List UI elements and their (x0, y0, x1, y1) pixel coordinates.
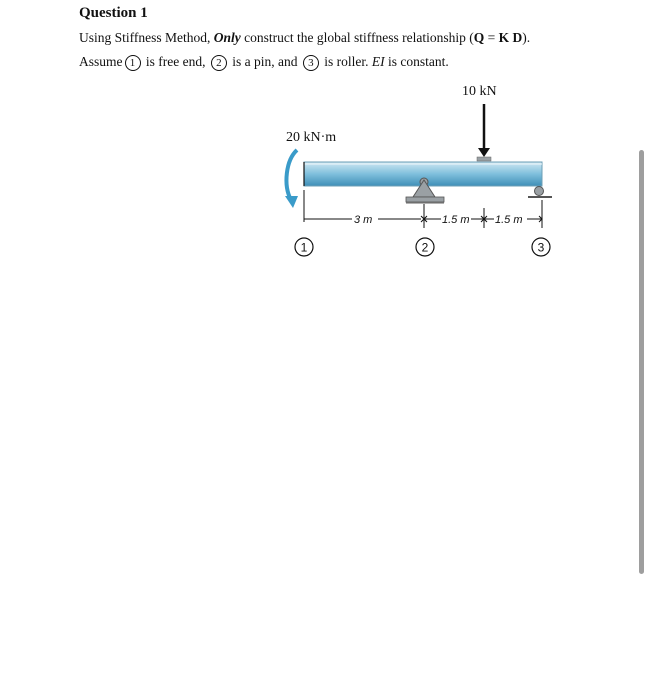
question-title: Question 1 (79, 5, 148, 21)
moment-arrow (285, 150, 298, 208)
symbol-k: K (498, 30, 510, 45)
node-3-badge: 3 (303, 55, 319, 71)
text-segment: construct the global stiffness relationship ( (240, 30, 474, 45)
dimension-label-3: 1.5 m (495, 214, 523, 226)
node-2-marker (416, 238, 434, 256)
text-segment: Using Stiffness Method, (79, 30, 214, 45)
emphasis-only: Only (213, 30, 241, 45)
node-3-label: 3 (537, 240, 545, 255)
text-segment: is a pin, and (228, 54, 301, 69)
roller-support (528, 187, 552, 198)
node-1-label: 1 (300, 240, 308, 255)
moment-label: 20 kN·m (286, 130, 337, 145)
text-segment: ). (522, 30, 531, 45)
node-1-badge: 1 (125, 55, 141, 71)
load-label: 10 kN (462, 84, 497, 99)
symbol-ei: EI (371, 54, 385, 69)
load-arrow (477, 104, 491, 161)
text-segment: is free end, (142, 54, 209, 69)
symbol-d: D (512, 30, 523, 45)
node-2-badge: 2 (211, 55, 227, 71)
symbol-q: Q (473, 30, 485, 45)
text-segment: = (484, 30, 499, 45)
node-3-marker (532, 238, 550, 256)
dimension-label-2: 1.5 m (442, 214, 470, 226)
text-segment: is constant. (384, 54, 449, 69)
text-segment: Assume (79, 54, 123, 69)
dimension-label-1: 3 m (354, 214, 373, 226)
text-segment: is roller. (320, 54, 372, 69)
node-2-label: 2 (421, 240, 429, 255)
vertical-scrollbar[interactable] (639, 150, 644, 574)
node-1-marker (295, 238, 313, 256)
